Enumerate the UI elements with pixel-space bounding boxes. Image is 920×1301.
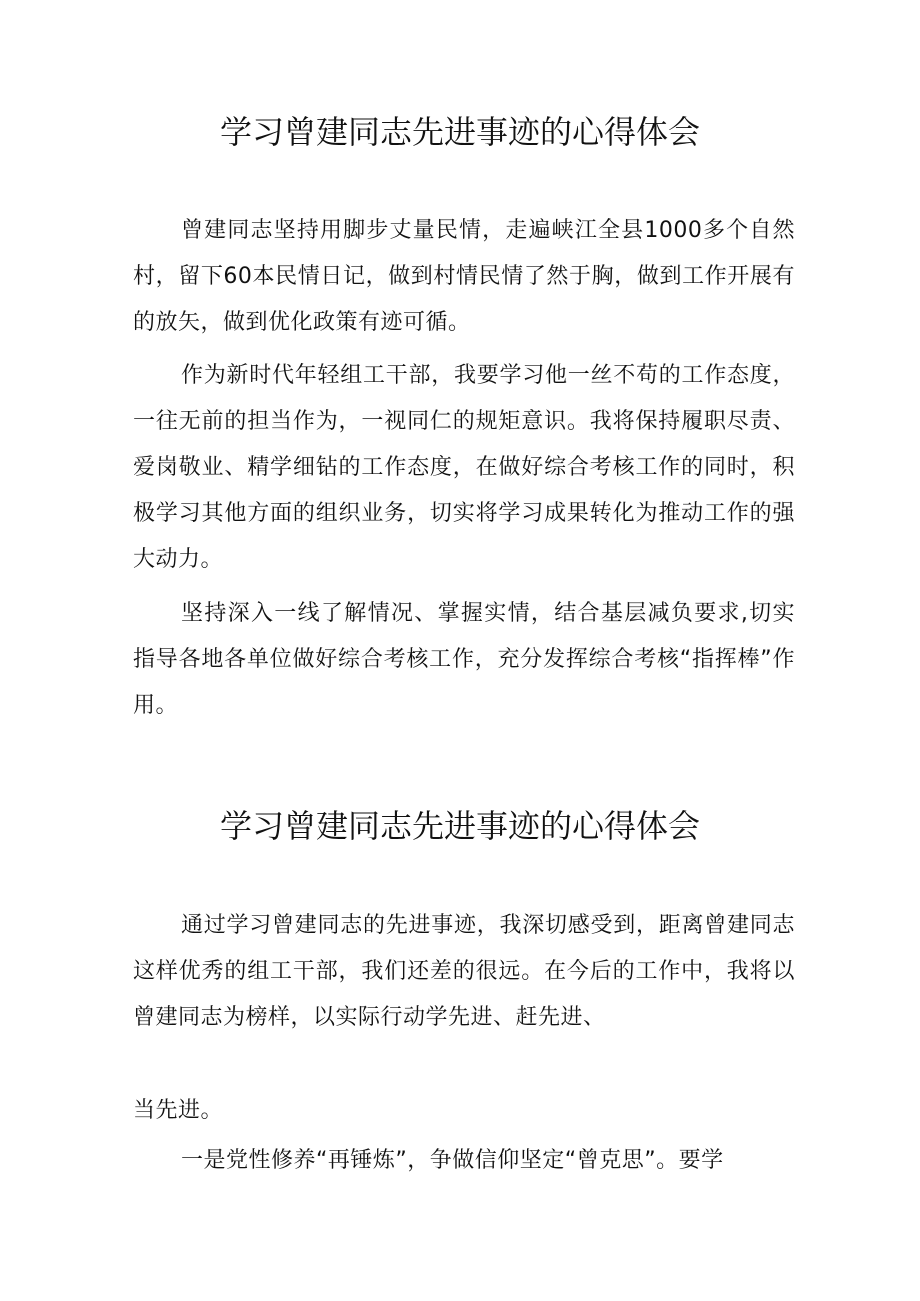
paragraph: 一是党性修养“再锤炼”，争做信仰坚定“曾克思”。要学 [181, 1148, 724, 1173]
document-title: 学习曾建同志先进事迹的心得体会 [219, 113, 700, 151]
paragraph: 坚持深入一线了解情况、掌握实情，结合基层减负要求,切实指导各地各单位做好综合考核工作，充分发挥综合考核“指挥棒”作用。 [133, 601, 795, 718]
document-title: 学习曾建同志先进事迹的心得体会 [219, 807, 700, 845]
paragraph: 通过学习曾建同志的先进事迹，我深切感受到，距离曾建同志这样优秀的组工干部，我们还差的很远。在今后的工作中，我将以曾建同志为榜样，以实际行动学先进、赶先进、 [133, 913, 795, 1030]
paragraph: 当先进。 [133, 1098, 224, 1123]
paragraph: 作为新时代年轻组工干部，我要学习他一丝不苟的工作态度，一往无前的担当作为，一视同仁的规矩意识。我将保持履职尽责、爱岗敬业、精学细钻的工作态度，在做好综合考核工作的同时，积极学习其他方面的组织业务，切实将学习成果转化为推动工作的强大动力。 [133, 363, 795, 572]
paragraph: 曾建同志坚持用脚步丈量民情，走遍峡江全县1000多个自然村，留下60本民情日记，做到村情民情了然于胸，做到工作开展有的放矢，做到优化政策有迹可循。 [133, 218, 795, 335]
